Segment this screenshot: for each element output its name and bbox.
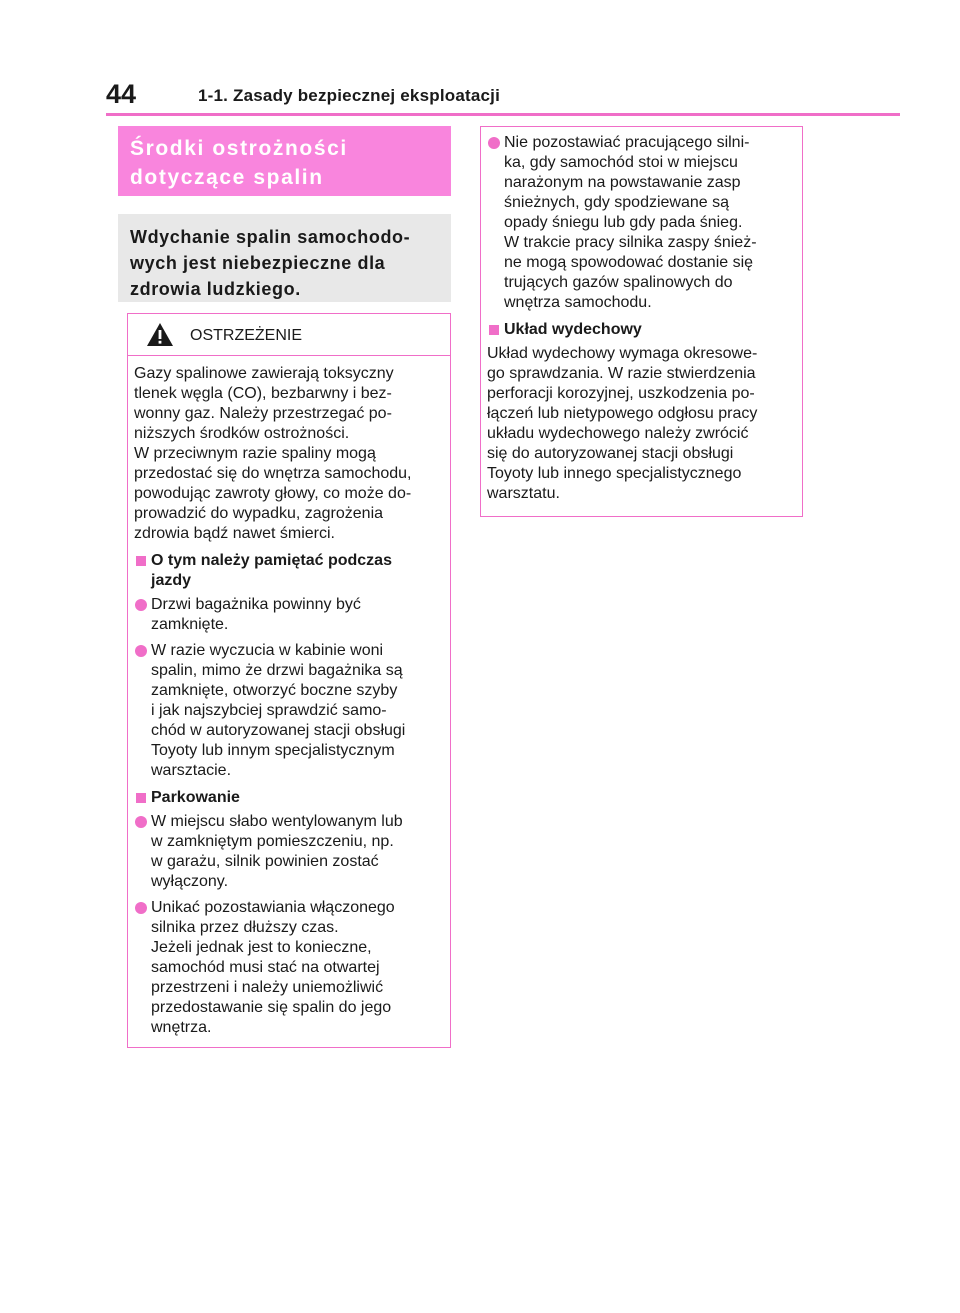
warning-header — [128, 314, 450, 356]
exhaust-text: Układ wydechowy wymaga okresowe- go sprawdzania. W razie stwierdzenia perforacji korozyjnej, uszkodzenia po- łączeń lub nietypowego odgłosu pracy układu wydechowego należy zwrócić się do autoryzowanej stacji obsługi Toyoty lub innego specjalistycznego warsztatu. — [487, 345, 758, 502]
section-title: 1-1. Zasady bezpiecznej eksploatacji — [198, 86, 500, 105]
parking-item: W miejscu słabo wentylowanym lub w zamkniętym pomieszczeniu, np. w garażu, silnik powinien zostać wyłączony. — [134, 812, 444, 892]
parking-heading: Parkowanie — [134, 788, 444, 808]
header-divider — [106, 113, 900, 116]
driving-item: Drzwi bagażnika powinny być zamknięte. — [134, 595, 444, 635]
warning-box — [127, 313, 451, 1048]
intro-box — [118, 214, 451, 302]
topic-banner — [118, 126, 451, 196]
warning-body — [128, 356, 450, 1038]
snow-item: Nie pozostawiać pracującego silni- ka, gdy samochód stoi w miejscu narażonym na powstawanie zasp śnieżnych, gdy spodziewane są opady śniegu lub gdy pada śnieg. W trakcie pracy silnika zaspy śnież- ne mogą spowodować dostanie się trujących gazów spalinowych do wnętrza samochodu. — [487, 133, 796, 313]
driving-item: W razie wyczucia w kabinie woni spalin, mimo że drzwi bagażnika są zamknięte, otworzyć boczne szyby i jak najszybciej sprawdzić samo- chód w autoryzowanej stacji obsługi Toyoty lub innym specjalistycznym warsztacie. — [134, 641, 444, 781]
warning-intro: Gazy spalinowe zawierają toksyczny tlenek węgla (CO), bezbarwny i bez- wonny gaz. Należy przestrzegać po- niższych środków ostrożności. W przeciwnym razie spaliny mogą przedostać się do wnętrza samochodu, powodując zawroty głowy, co może do- prowadzić do wypadku, zagrożenia zdrowia bądź nawet śmierci. — [134, 365, 412, 542]
page-header — [0, 0, 960, 116]
topic-title: Środki ostrożności dotyczące spalin — [130, 137, 348, 189]
exhaust-heading: Układ wydechowy — [487, 320, 796, 340]
parking-item: Unikać pozostawiania włączonego silnika przez dłuższy czas. Jeżeli jednak jest to konieczne, samochód musi stać na otwartej przestrzeni i należy uniemożliwić przedostawanie się spalin do jego wnętrza. — [134, 898, 444, 1038]
intro-text: Wdychanie spalin samochodo- wych jest niebezpieczne dla zdrowia ludzkiego. — [130, 227, 411, 299]
driving-heading: O tym należy pamiętać podczas jazdy — [134, 551, 444, 591]
warning-box-continued — [480, 126, 803, 517]
warning-label: OSTRZEŻENIE — [190, 327, 303, 344]
warning-triangle-icon — [146, 322, 174, 347]
page-number: 44 — [106, 79, 137, 109]
